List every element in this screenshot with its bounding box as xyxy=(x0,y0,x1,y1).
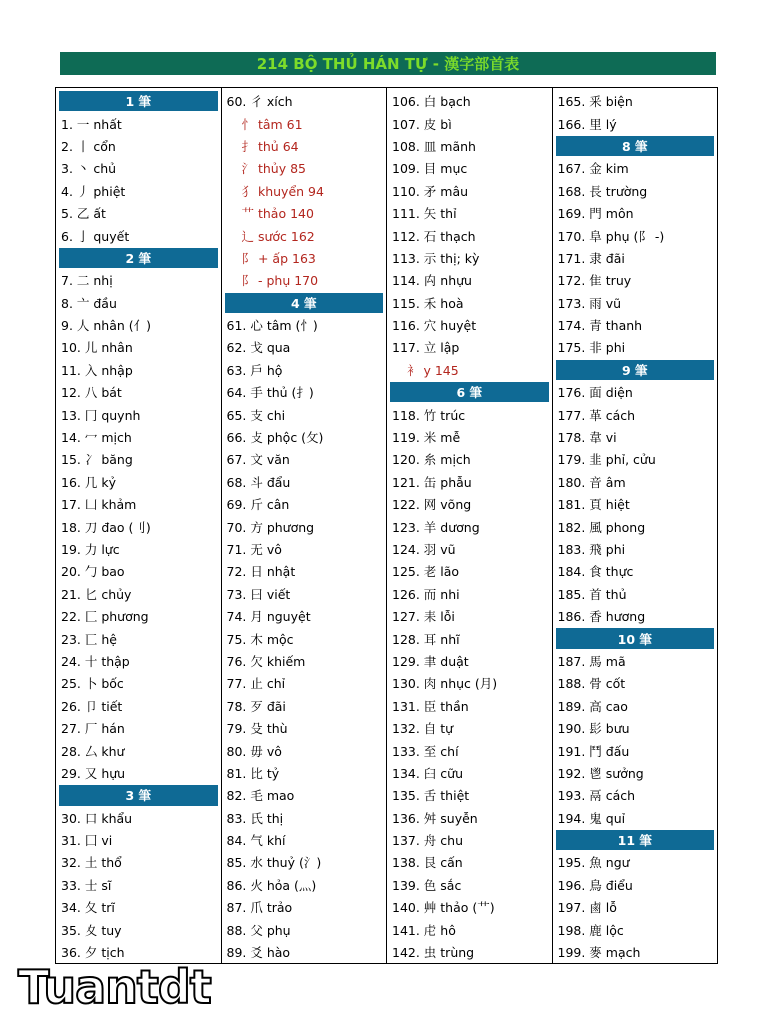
radical-row: 195. 魚 ngư xyxy=(557,855,630,871)
stroke-count-header: 4 筆 xyxy=(225,293,384,313)
radical-row: 26. 卩 tiết xyxy=(61,698,123,714)
stroke-count-header: 9 筆 xyxy=(556,360,715,380)
radical-row: 29. 又 hựu xyxy=(61,765,126,781)
radical-row: 199. 麥 mạch xyxy=(557,945,641,961)
stroke-count-header: 3 筆 xyxy=(59,785,218,805)
radical-row: 33. 士 sĩ xyxy=(61,877,112,893)
radical-row: 197. 鹵 lỗ xyxy=(557,900,617,916)
radical-row: 32. 土 thổ xyxy=(61,855,122,871)
radical-row: 86. 火 hỏa (灬) xyxy=(226,877,317,893)
radical-row: 190. 髟 bưu xyxy=(557,721,630,737)
radical-row: 183. 飛 phi xyxy=(557,542,626,557)
watermark-logo: Tuantdt xyxy=(18,960,211,1014)
radical-row: 178. 韋 vi xyxy=(557,430,617,446)
radical-row: 187. 馬 mã xyxy=(557,653,626,669)
radical-row: 123. 羊 dương xyxy=(392,519,480,535)
variant-form-row: 犭 khuyển 94 xyxy=(241,183,324,199)
radical-row: 3. 丶 chủ xyxy=(61,161,117,177)
radical-row: 19. 力 lực xyxy=(61,542,120,557)
radical-row: 185. 首 thủ xyxy=(557,586,627,602)
variant-form-row: 艹 thảo 140 xyxy=(241,206,314,222)
radical-row: 21. 匕 chủy xyxy=(61,586,132,602)
radical-row: 109. 目 mục xyxy=(392,161,468,177)
radical-row: 120. 糸 mịch xyxy=(392,452,471,468)
radical-row: 124. 羽 vũ xyxy=(392,542,456,557)
document-title: 214 BỘ THỦ HÁN TỰ - 漢字部首表 xyxy=(60,52,716,75)
radical-row: 136. 舛 suyễn xyxy=(392,810,478,826)
radical-row: 10. 儿 nhân xyxy=(61,340,133,356)
radical-row: 78. 歹 đãi xyxy=(226,698,286,714)
radical-row: 181. 頁 hiệt xyxy=(557,497,630,513)
radical-row: 175. 非 phi xyxy=(557,340,626,356)
radical-row: 65. 支 chi xyxy=(226,407,286,423)
radical-row: 24. 十 thập xyxy=(61,653,130,669)
stroke-count-header: 10 筆 xyxy=(556,628,715,648)
radical-row: 84. 气 khí xyxy=(226,833,286,849)
table-column xyxy=(222,88,388,963)
radical-row: 126. 而 nhi xyxy=(392,586,460,602)
radical-row: 81. 比 tỷ xyxy=(226,765,280,781)
radical-row: 17. 凵 khảm xyxy=(61,497,137,513)
radical-row: 121. 缶 phẫu xyxy=(392,474,472,490)
radical-row: 87. 爪 trảo xyxy=(226,900,293,916)
radical-row: 5. 乙 ất xyxy=(61,206,106,222)
radical-row: 11. 入 nhập xyxy=(61,362,133,378)
radical-row: 82. 毛 mao xyxy=(226,788,295,804)
radical-row: 135. 舌 thiệt xyxy=(392,788,470,804)
radical-row: 85. 水 thuỷ (氵) xyxy=(226,855,322,871)
radical-row: 69. 斤 cân xyxy=(226,497,290,513)
radical-row: 70. 方 phương xyxy=(226,519,315,535)
radical-row: 133. 至 chí xyxy=(392,743,459,759)
variant-form-row: 阝 - phụ 170 xyxy=(241,273,319,289)
table-column xyxy=(56,88,222,963)
radical-row: 188. 骨 cốt xyxy=(557,676,626,692)
variant-form-row: 辶 sước 162 xyxy=(241,228,315,244)
radical-row: 1. 一 nhất xyxy=(61,116,122,132)
radical-row: 60. 彳 xích xyxy=(226,94,293,110)
radical-row: 114. 禸 nhựu xyxy=(392,273,472,289)
radical-row: 67. 文 văn xyxy=(226,452,290,468)
variant-form-row: 忄 tâm 61 xyxy=(241,116,303,132)
radical-row: 134. 臼 cữu xyxy=(392,765,463,781)
radical-row: 71. 无 vô xyxy=(226,542,282,557)
radical-row: 16. 几 kỷ xyxy=(61,474,116,490)
radical-row: 119. 米 mễ xyxy=(392,430,461,446)
radical-row: 138. 艮 cấn xyxy=(392,855,463,871)
radical-row: 127. 耒 lỗi xyxy=(392,609,455,625)
radical-row: 2. 丨 cổn xyxy=(61,138,116,154)
radical-row: 106. 白 bạch xyxy=(392,94,471,110)
radical-row: 113. 示 thị; kỳ xyxy=(392,250,480,266)
radical-row: 141. 虍 hô xyxy=(392,922,456,938)
variant-form-row: 氵 thủy 85 xyxy=(241,161,306,177)
radical-row: 73. 曰 viết xyxy=(226,586,291,602)
radical-row: 118. 竹 trúc xyxy=(392,407,466,423)
radical-row: 34. 夂 trĩ xyxy=(61,900,115,916)
radical-row: 4. 丿 phiệt xyxy=(61,183,126,199)
radical-row: 107. 皮 bì xyxy=(392,116,452,132)
radical-row: 125. 老 lão xyxy=(392,564,460,580)
radical-table xyxy=(55,87,718,964)
radical-row: 177. 革 cách xyxy=(557,407,636,423)
radical-row: 180. 音 âm xyxy=(557,474,626,490)
radical-row: 165. 釆 biện xyxy=(557,94,633,110)
radical-row: 173. 雨 vũ xyxy=(557,295,622,311)
radical-row: 83. 氏 thị xyxy=(226,810,284,826)
radical-row: 130. 肉 nhục (月) xyxy=(392,676,498,692)
radical-row: 140. 艸 thảo (艹) xyxy=(392,900,495,916)
radical-row: 14. 冖 mịch xyxy=(61,430,132,446)
radical-row: 166. 里 lý xyxy=(557,116,617,132)
radical-row: 182. 風 phong xyxy=(557,519,646,535)
radical-row: 142. 虫 trùng xyxy=(392,945,475,961)
radical-row: 62. 戈 qua xyxy=(226,340,291,356)
stroke-count-header: 6 筆 xyxy=(390,382,549,402)
radical-row: 137. 舟 chu xyxy=(392,833,463,849)
variant-form-row: 阝 + ấp 163 xyxy=(241,250,316,266)
radical-row: 30. 口 khẩu xyxy=(61,810,133,826)
radical-row: 64. 手 thủ (扌) xyxy=(226,385,314,401)
radical-row: 27. 厂 hán xyxy=(61,721,125,737)
radical-row: 74. 月 nguyệt xyxy=(226,609,311,625)
radical-row: 63. 戶 hộ xyxy=(226,362,283,378)
radical-row: 116. 穴 huyệt xyxy=(392,318,477,334)
radical-row: 191. 鬥 đấu xyxy=(557,743,630,759)
radical-row: 193. 鬲 cách xyxy=(557,788,636,804)
stroke-count-header: 1 筆 xyxy=(59,91,218,111)
radical-row: 23. 匸 hệ xyxy=(61,631,117,647)
radical-row: 6. 亅 quyết xyxy=(61,228,130,244)
radical-row: 12. 八 bát xyxy=(61,385,122,401)
radical-row: 8. 亠 đầu xyxy=(61,295,117,311)
radical-row: 111. 矢 thỉ xyxy=(392,206,457,222)
radical-row: 110. 矛 mâu xyxy=(392,183,469,199)
radical-row: 122. 网 võng xyxy=(392,497,472,513)
stroke-count-header: 8 筆 xyxy=(556,136,715,156)
radical-row: 198. 鹿 lộc xyxy=(557,922,624,938)
radical-row: 35. 夊 tuy xyxy=(61,922,122,938)
radical-row: 168. 長 trường xyxy=(557,183,648,199)
radical-row: 112. 石 thạch xyxy=(392,228,476,244)
table-column xyxy=(387,88,553,963)
radical-row: 129. 聿 duật xyxy=(392,653,469,669)
radical-row: 66. 攴 phộc (攵) xyxy=(226,430,324,446)
radical-row: 61. 心 tâm (忄) xyxy=(226,318,318,334)
radical-row: 196. 鳥 điểu xyxy=(557,877,633,893)
radical-row: 7. 二 nhị xyxy=(61,273,113,289)
radical-row: 172. 隹 truy xyxy=(557,273,632,289)
radical-row: 9. 人 nhân (亻) xyxy=(61,318,152,334)
radical-row: 76. 欠 khiếm xyxy=(226,653,306,669)
radical-row: 20. 勹 bao xyxy=(61,564,125,580)
variant-form-row: 扌 thủ 64 xyxy=(241,138,299,154)
radical-row: 13. 冂 quynh xyxy=(61,407,141,423)
radical-row: 72. 日 nhật xyxy=(226,564,296,580)
radical-row: 139. 色 sắc xyxy=(392,877,462,893)
radical-row: 128. 耳 nhĩ xyxy=(392,631,460,647)
radical-row: 170. 阜 phụ (阝 -) xyxy=(557,228,665,244)
stroke-count-header: 11 筆 xyxy=(556,830,715,850)
radical-row: 108. 皿 mãnh xyxy=(392,138,476,154)
radical-row: 68. 斗 đẩu xyxy=(226,474,291,490)
radical-row: 117. 立 lập xyxy=(392,340,460,356)
radical-row: 89. 爻 hào xyxy=(226,945,291,961)
radical-row: 79. 殳 thù xyxy=(226,721,288,737)
radical-row: 80. 毋 vô xyxy=(226,743,282,759)
radical-row: 18. 刀 đao (刂) xyxy=(61,519,151,535)
radical-row: 171. 隶 đãi xyxy=(557,250,625,266)
radical-row: 77. 止 chỉ xyxy=(226,676,286,692)
radical-row: 28. 厶 khư xyxy=(61,743,125,759)
radical-row: 31. 囗 vi xyxy=(61,833,113,849)
radical-row: 186. 香 hương xyxy=(557,609,646,625)
radical-row: 176. 面 diện xyxy=(557,385,633,401)
radical-row: 15. 冫 băng xyxy=(61,452,133,468)
radical-row: 132. 自 tự xyxy=(392,721,454,737)
radical-row: 75. 木 mộc xyxy=(226,631,294,647)
radical-row: 25. 卜 bốc xyxy=(61,676,124,692)
radical-row: 115. 禾 hoà xyxy=(392,295,464,311)
stroke-count-header: 2 筆 xyxy=(59,248,218,268)
variant-form-row: 衤 y 145 xyxy=(407,362,459,378)
radical-row: 169. 門 môn xyxy=(557,206,634,222)
radical-row: 22. 匚 phương xyxy=(61,609,149,625)
radical-row: 194. 鬼 quỉ xyxy=(557,810,626,826)
radical-row: 174. 青 thanh xyxy=(557,318,643,334)
table-column xyxy=(553,88,718,963)
radical-row: 167. 金 kim xyxy=(557,161,629,177)
radical-row: 189. 高 cao xyxy=(557,698,628,714)
radical-row: 88. 父 phụ xyxy=(226,922,291,938)
radical-row: 179. 韭 phỉ, cửu xyxy=(557,452,656,468)
radical-row: 184. 食 thực xyxy=(557,564,634,580)
radical-row: 36. 夕 tịch xyxy=(61,945,125,961)
radical-row: 192. 鬯 sưởng xyxy=(557,765,644,781)
radical-row: 131. 臣 thần xyxy=(392,698,469,714)
